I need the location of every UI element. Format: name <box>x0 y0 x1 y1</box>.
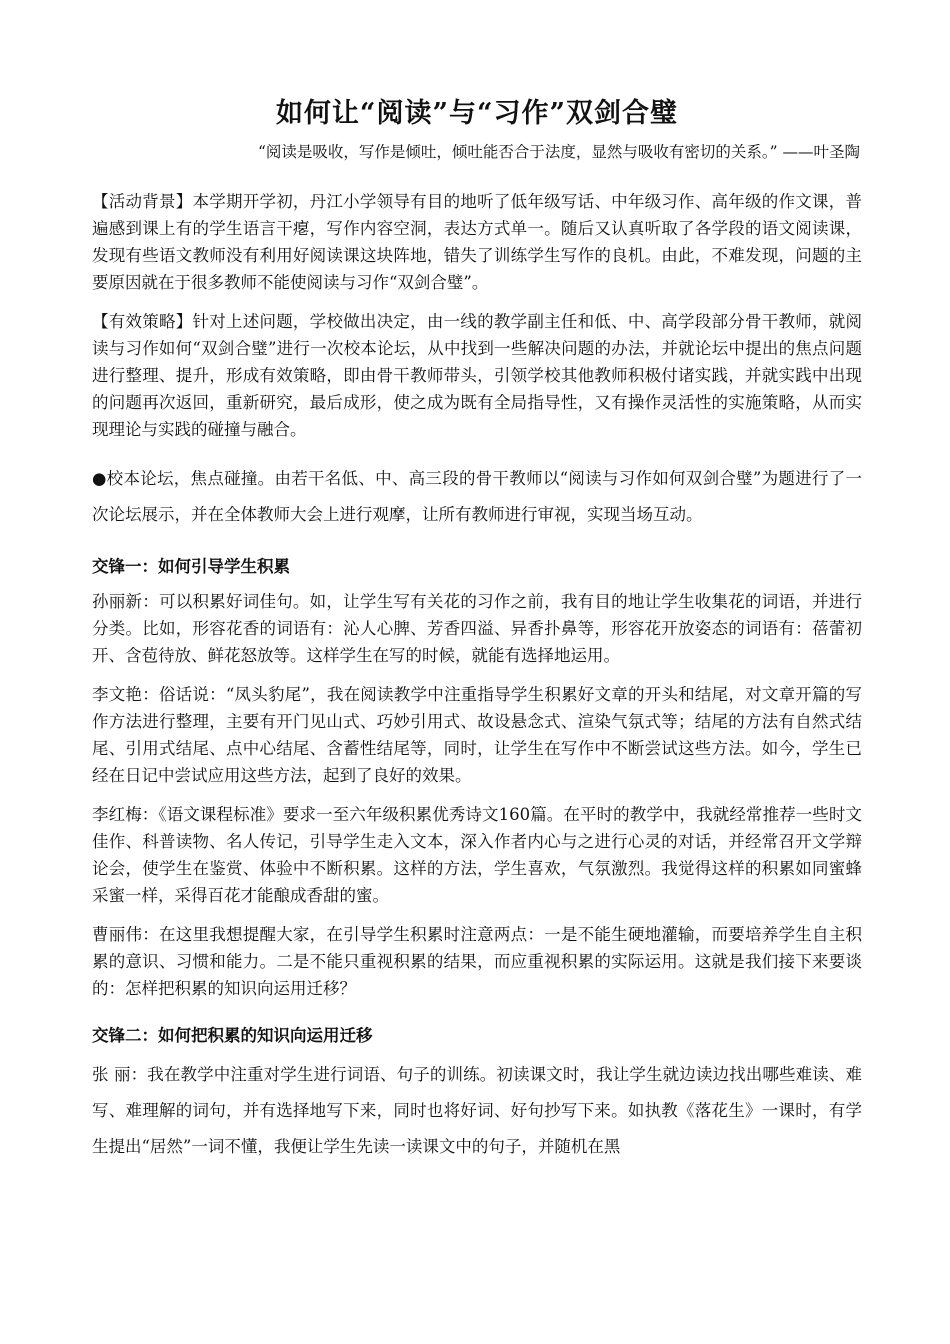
document-title: 如何让“阅读”与“习作”双剑合璧 <box>275 98 679 129</box>
document-page <box>92 96 862 1177</box>
paragraph-li-wenyan: 李文艳：俗话说：“凤头豹尾”，我在阅读教学中注重指导学生积累好文章的开头和结尾，对文章开篇的写作方法进行整理，主要有开门见山式、巧妙引用式、故设悬念式、渲染气氛式等；结尾的方法有自然式结尾、引用式结尾、点中心结尾、含蓄性结尾等，同时，让学生在写作中不断尝试这些方法。如今，学生已经在日记中尝试应用这些方法，起到了良好的效果。 <box>92 685 862 786</box>
paragraph-background: 【活动背景】本学期开学初，丹江小学领导有目的地听了低年级写话、中年级习作、高年级的作文课，普遍感到课上有的学生语言干瘪，写作内容空洞，表达方式单一。随后又认真听取了各学段的语文阅读课，发现有些语文教师没有利用好阅读课这块阵地，错失了训练学生写作的良机。由此，不难发现，问题的主要原因就在于很多教师不能使阅读与习作“双剑合璧”。 <box>92 192 862 293</box>
paragraph-strategy: 【有效策略】针对上述问题，学校做出决定，由一线的教学副主任和低、中、高学段部分骨干教师，就阅读与习作如何“双剑合璧”进行一次校本论坛，从中找到一些解决问题的办法，并就论坛中提出的焦点问题进行整理、提升，形成有效策略，即由骨干教师带头，引领学校其他教师积极付诸实践，并就实践中出现的问题再次返回，重新研究，最后成形，使之成为既有全局指导性，又有操作灵活性的实施策略，从而实现理论与实践的碰撞与融合。 <box>92 312 862 440</box>
paragraph-li-hongmei: 李红梅：《语文课程标准》要求一至六年级积累优秀诗文160篇。在平时的教学中，我就经常推荐一些时文佳作、科普读物、名人传记，引导学生走入文本，深入作者内心与之进行心灵的对话，并经常召开文学辩论会，使学生在鉴赏、体验中不断积累。这样的方法，学生喜欢，气氛激烈。我觉得这样的积累如同蜜蜂采蜜一样，采得百花才能酿成香甜的蜜。 <box>92 805 862 906</box>
paragraph-zhang-li: 张 丽：我在教学中注重对学生进行词语、句子的训练。初读课文时，我让学生就边读边找出哪些难读、难写、难理解的词句，并有选择地写下来，同时也将好词、好句抄写下来。如执教《落花生》一课时，有学生提出“居然”一词不懂，我便让学生先读一读课文中的句子，并随机在黑 <box>92 1065 862 1157</box>
paragraph-cao-liwei: 曹丽伟：在这里我想提醒大家，在引导学生积累时注意两点：一是不能生硬地灌输，而要培养学生自主积累的意识、习惯和能力。二是不能只重视积累的结果，而应重视积累的实际运用。这就是我们接下来要谈的：怎样把积累的知识向运用迁移？ <box>92 925 862 999</box>
section-heading-1: 交锋一：如何引导学生积累 <box>92 557 290 577</box>
paragraph-forum: ●校本论坛，焦点碰撞。由若干名低、中、高三段的骨干教师以“阅读与习作如何双剑合璧”为题进行了一次论坛展示，并在全体教师大会上进行观摩，让所有教师进行审视，实现当场互动。 <box>92 469 862 525</box>
paragraph-sun-lixin: 孙丽新：可以积累好词佳句。如，让学生写有关花的习作之前，我有目的地让学生收集花的词语，并进行分类。比如，形容花香的词语有：沁人心脾、芳香四溢、异香扑鼻等，形容花开放姿态的词语有：蓓蕾初开、含苞待放、鲜花怒放等。这样学生在写的时候，就能有选择地运用。 <box>92 592 862 666</box>
section-heading-2: 交锋二：如何把积累的知识向运用迁移 <box>92 1026 373 1046</box>
epigraph-quote: “阅读是吸收，写作是倾吐，倾吐能否合于法度，显然与吸收有密切的关系。” ——叶圣陶 <box>257 143 860 162</box>
